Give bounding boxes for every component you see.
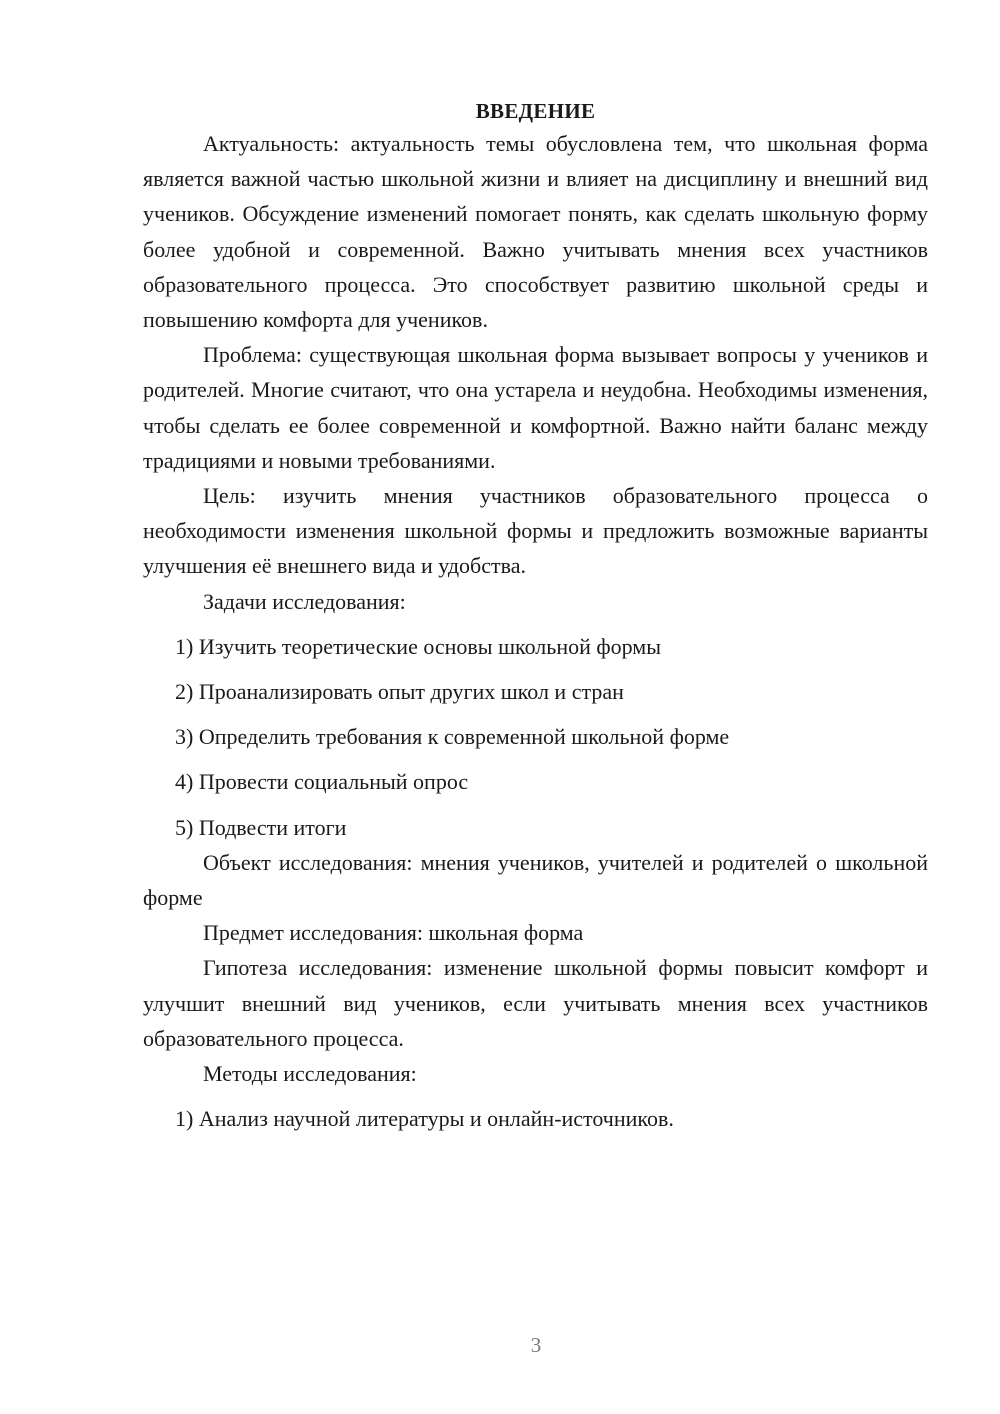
task-item: 5) Подвести итоги bbox=[175, 814, 347, 840]
relevance-paragraph: Актуальность: актуальность темы обусловлена тем, что школьная форма является важной частью школьной жизни и влияет на дисциплину и внешний вид учеников. Обсуждение изменений помогает понять, как сделать школьную форму более удобной и современной. Важно учитывать мнения всех участников образовательного процесса. Это способствует развитию школьной среды и повышению комфорта для учеников. bbox=[143, 131, 928, 333]
method-item: 1) Анализ научной литературы и онлайн-источников. bbox=[175, 1106, 674, 1132]
hypothesis-paragraph: Гипотеза исследования: изменение школьной формы повысит комфорт и улучшит внешний вид учеников, если учитывать мнения всех участников образовательного процесса. bbox=[143, 955, 928, 1051]
object-paragraph: Объект исследования: мнения учеников, учителей и родителей о школьной форме bbox=[143, 849, 928, 911]
methods-heading: Методы исследования: bbox=[203, 1061, 417, 1087]
task-item: 2) Проанализировать опыт других школ и стран bbox=[175, 679, 624, 705]
task-item: 4) Провести социальный опрос bbox=[175, 769, 469, 795]
problem-paragraph: Проблема: существующая школьная форма вызывает вопросы у учеников и родителей. Многие считают, что она устарела и неудобна. Необходимы изменения, чтобы сделать ее более современной и комфортной. Важно найти баланс между традициями и новыми требованиями. bbox=[143, 342, 928, 473]
page-content bbox=[143, 96, 928, 1136]
task-item: 3) Определить требования к современной школьной форме bbox=[175, 724, 730, 750]
subject-paragraph: Предмет исследования: школьная форма bbox=[203, 920, 584, 946]
task-item: 1) Изучить теоретические основы школьной формы bbox=[175, 633, 661, 659]
page-number: 3 bbox=[530, 1333, 542, 1357]
goal-paragraph: Цель: изучить мнения участников образовательного процесса о необходимости изменения школьной формы и предложить возможные варианты улучшения её внешнего вида и удобства. bbox=[143, 483, 928, 579]
tasks-heading: Задачи исследования: bbox=[203, 588, 406, 614]
section-title: ВВЕДЕНИЕ bbox=[475, 99, 596, 123]
